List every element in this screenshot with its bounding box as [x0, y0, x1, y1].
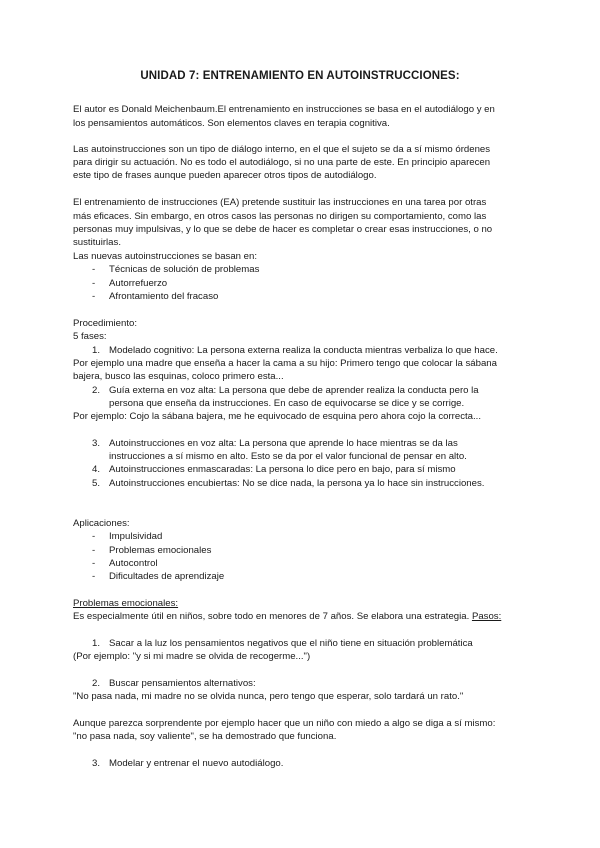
fase-2-text-line: Guía externa en voz alta: La persona que debe de aprender realiza la conducta pero la [109, 385, 479, 396]
paso-3-text: Modelar y entrenar el nuevo autodiálogo. [109, 758, 284, 769]
paso-note-line: Aunque parezca sorprendente por ejemplo hacer que un niño con miedo a algo se diga a sí mismo: [73, 718, 496, 729]
step-number: 2. [92, 385, 101, 396]
problemas-heading: Problemas emocionales: [73, 598, 179, 609]
bullet-dash: - [92, 531, 96, 542]
bullet-dash: - [92, 571, 96, 582]
step-number: 3. [92, 438, 101, 449]
ea-line-4: sustituirlas. [73, 237, 121, 248]
bases-item: Técnicas de solución de problemas [109, 264, 260, 275]
aplicaciones-heading: Aplicaciones: [73, 518, 130, 529]
paso-1-text: Sacar a la luz los pensamientos negativos que el niño tiene en situación problemática [109, 638, 473, 649]
step-number: 5. [92, 478, 101, 489]
intro-line-2: los pensamientos automáticos. Son elementos claves en terapia cognitiva. [73, 118, 390, 129]
step-number: 3. [92, 758, 101, 769]
ea-line-2: más eficaces. Sin embargo, en otros casos las personas no dirigen su comportamiento, como las [73, 211, 487, 222]
problemas-text-line [73, 611, 501, 623]
problemas-text: Es especialmente útil en niños, sobre todo en menores de 7 años. Se elabora una estrategia. [73, 611, 470, 622]
fase-3-text-line: Autoinstrucciones en voz alta: La persona que aprende lo hace mientras se da las [109, 438, 458, 449]
fase-2-text-line: persona que enseña da instrucciones. En caso de equivocarse se dice y se corrige. [109, 398, 465, 409]
fase-1-example-line: bajera, busco las esquinas, coloco primero esta... [73, 371, 284, 382]
fase-4-text: Autoinstrucciones enmascaradas: La persona lo dice pero en bajo, para sí mismo [109, 464, 456, 475]
bases-intro: Las nuevas autoinstrucciones se basan en: [73, 251, 258, 262]
page-title: UNIDAD 7: ENTRENAMIENTO EN AUTOINSTRUCCIONES: [140, 70, 460, 82]
fase-1-text: Modelado cognitivo: La persona externa realiza la conducta mientras verbaliza lo que hace. [109, 345, 498, 356]
bases-item: Autorrefuerzo [109, 278, 168, 289]
paso-2-text: Buscar pensamientos alternativos: [109, 678, 256, 689]
pasos-label: Pasos: [471, 611, 502, 622]
def-line-1: Las autoinstrucciones son un tipo de diálogo interno, en el que el sujeto se da a sí mismo órdenes [73, 144, 491, 155]
def-line-2: para dirigir su actuación. No es todo el autodiálogo, si no una parte de este. En principio aparecen [73, 157, 491, 168]
bullet-dash: - [92, 558, 96, 569]
bullet-dash: - [92, 278, 96, 289]
step-number: 4. [92, 464, 101, 475]
fases-heading: 5 fases: [73, 331, 107, 342]
step-number: 1. [92, 638, 101, 649]
aplicaciones-item: Autocontrol [109, 558, 158, 569]
bullet-dash: - [92, 264, 96, 275]
paso-note-line: "no pasa nada, soy valiente", se ha demostrado que funciona. [73, 731, 337, 742]
step-number: 2. [92, 678, 101, 689]
bases-item: Afrontamiento del fracaso [109, 291, 219, 302]
aplicaciones-item: Dificultades de aprendizaje [109, 571, 225, 582]
step-number: 1. [92, 345, 101, 356]
ea-line-3: personas muy impulsivas, y lo que se debe de hacer es completar o crear esas instrucciones, o no [73, 224, 493, 235]
aplicaciones-item: Impulsividad [109, 531, 163, 542]
aplicaciones-item: Problemas emocionales [109, 545, 212, 556]
paso-2-example: "No pasa nada, mi madre no se olvida nunca, pero tengo que esperar, solo tardará un rato." [73, 691, 464, 702]
ea-line-1: El entrenamiento de instrucciones (EA) pretende sustituir las instrucciones en una tarea por otras [73, 197, 487, 208]
paso-1-example: (Por ejemplo: "y si mi madre se olvida de recogerme...") [73, 651, 311, 662]
intro-line-1: El autor es Donald Meichenbaum.El entrenamiento en instrucciones se basa en el autodiálogo y en [73, 104, 495, 115]
fase-3-text-line: instrucciones a sí mismo en alto. Esto se da por el valor funcional de pensar en alto. [109, 451, 467, 462]
fase-2-example: Por ejemplo: Cojo la sábana bajera, me he equivocado de esquina pero ahora cojo la correcta... [73, 411, 481, 422]
fase-1-example-line: Por ejemplo una madre que enseña a hacer la cama a su hijo: Primero tengo que colocar la sábana [73, 358, 497, 369]
bullet-dash: - [92, 291, 96, 302]
bullet-dash: - [92, 545, 96, 556]
fase-5-text: Autoinstrucciones encubiertas: No se dice nada, la persona ya lo hace sin instrucciones. [109, 478, 485, 489]
procedimiento-heading: Procedimiento: [73, 318, 137, 329]
def-line-3: este tipo de frases aunque pueden aparecer otros tipos de autodiálogo. [73, 170, 377, 181]
